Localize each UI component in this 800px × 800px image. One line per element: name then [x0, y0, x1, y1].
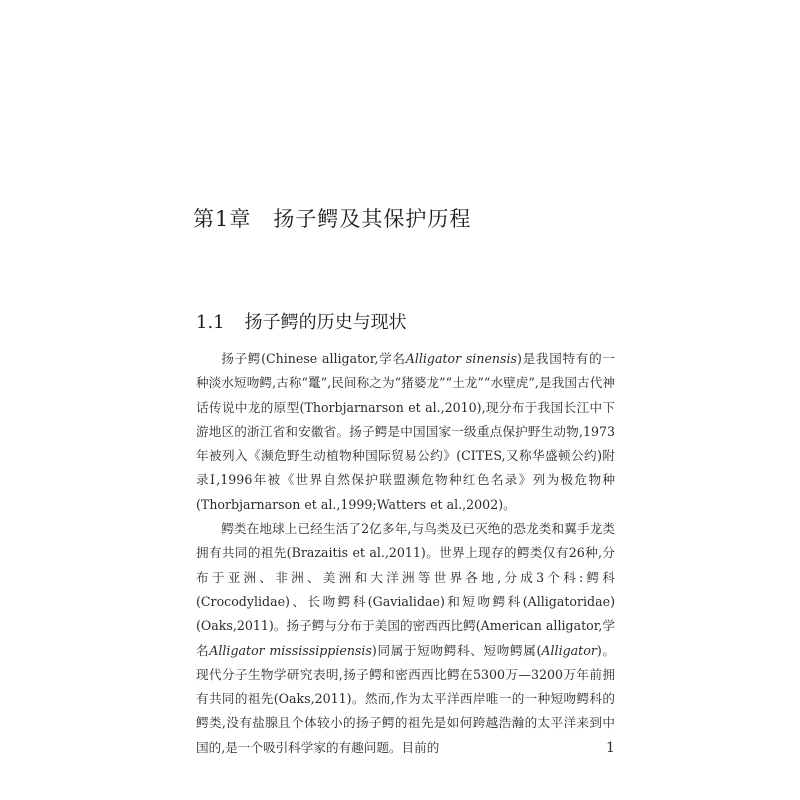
paragraph-1: 扬子鳄(Chinese alligator,学名Alligator sinensis)是我国特有的一种淡水短吻鳄,古称“鼍”,民间称之为“猪婆龙”“土龙”“水壁虎”,是我国古代神话传说中龙的原型(Thorbjarnarson et al.,2010),现分布于我国长江中下游地区的浙江省和安徽省。扬子鳄是中国国家一级重点保护野生动物,1973年被列入《濒危野生动植物种国际贸易公约》(CITES,又称华盛顿公约)附录Ⅰ,1996年被《世界自然保护联盟濒危物种红色名录》列为极危物种(Thorbjarnarson et al.,1999;Watters et al.,2002)。: [196, 351, 615, 512]
chapter-title: [193, 203, 471, 233]
chapter-title-text: 扬子鳄及其保护历程: [273, 207, 472, 231]
section-title-text: 扬子鳄的历史与现状: [244, 312, 407, 333]
chapter-number: 第1章: [193, 207, 252, 231]
paragraph-2: 鳄类在地球上已经生活了2亿多年,与鸟类及已灭绝的恐龙类和翼手龙类拥有共同的祖先(Brazaitis et al.,2011)。世界上现存的鳄类仅有26种,分布于亚洲、非洲、美洲和大洋洲等世界各地,分成3个科:鳄科(Crocodylidae)、长吻鳄科(Gavialidae)和短吻鳄科(Alligatoridae)(Oaks,2011)。扬子鳄与分布于美国的密西西比鳄(American alligator,学名Alligator mississippiensis)同属于短吻鳄科、短吻鳄属(Alligator)。现代分子生物学研究表明,扬子鳄和密西西比鳄在5300万—3200万年前拥有共同的祖先(Oaks,2011)。然而,作为太平洋西岸唯一的一种短吻鳄科的鳄类,没有盐腺且个体较小的扬子鳄的祖先是如何跨越浩瀚的太平洋来到中国的,是一个吸引科学家的有趣问题。目前的: [196, 521, 616, 755]
section-number: 1.1: [196, 312, 225, 333]
section-title: [196, 308, 407, 334]
genus-name: Alligator: [541, 642, 597, 658]
scientific-name: Alligator mississippiensis: [209, 642, 372, 658]
page-number: 1: [606, 740, 615, 756]
scientific-name: Alligator sinensis: [405, 351, 517, 366]
body-text: [196, 347, 615, 760]
